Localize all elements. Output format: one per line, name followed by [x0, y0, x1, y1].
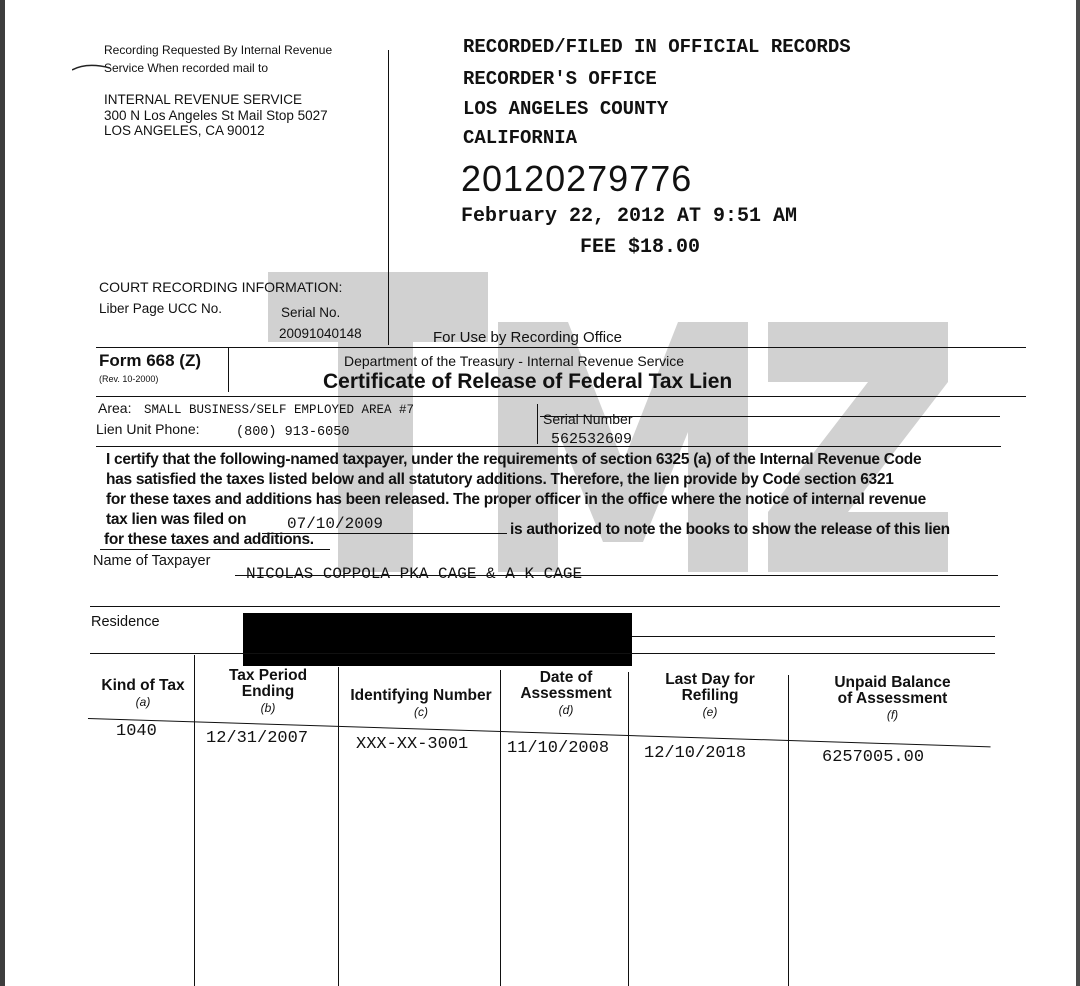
top-divider [388, 50, 389, 345]
lien-phone-value: (800) 913-6050 [236, 425, 350, 440]
header-line1: Date of [539, 669, 593, 686]
table-header-cell [790, 675, 995, 723]
residence-label: Residence [91, 614, 160, 630]
taxpayer-name: NICOLAS COPPOLA PKA CAGE & A K CAGE [246, 565, 583, 583]
lien-phone-label: Lien Unit Phone: [96, 421, 200, 437]
serial-number-value: 562532609 [551, 431, 633, 448]
recording-fee: FEE $18.00 [580, 236, 701, 259]
header-code: (c) [414, 705, 428, 719]
residence-redaction [243, 613, 632, 666]
header-line1: Unpaid Balance [834, 674, 951, 691]
recorded-line2: RECORDER'S OFFICE [463, 68, 657, 90]
header-line2: Refiling [681, 687, 739, 704]
court-serial-value: 20091040148 [279, 326, 362, 341]
requester-line1: Recording Requested By Internal Revenue [104, 43, 333, 57]
form-revision: (Rev. 10-2000) [99, 374, 159, 384]
header-code: (e) [702, 705, 718, 719]
serial-divider [537, 404, 538, 444]
residence-rule [632, 636, 995, 637]
area-rule [96, 446, 1001, 447]
table-cell: 12/10/2018 [644, 744, 747, 763]
table-cell: 11/10/2008 [507, 739, 610, 758]
lien-filed-date: 07/10/2009 [287, 515, 384, 533]
form-title: Certificate of Release of Federal Tax Lien [323, 370, 733, 393]
recorded-line3: LOS ANGELES COUNTY [463, 98, 669, 120]
department-label: Department of the Treasury - Internal Revenue Service [344, 353, 685, 369]
court-heading: COURT RECORDING INFORMATION: [99, 279, 343, 295]
court-serial-label: Serial No. [281, 305, 341, 320]
form-number: Form 668 (Z) [99, 351, 202, 370]
recording-datetime: February 22, 2012 AT 9:51 AM [461, 205, 798, 228]
table-top-rule [90, 653, 995, 654]
area-value: SMALL BUSINESS/SELF EMPLOYED AREA #7 [144, 403, 415, 417]
irs-address-name: INTERNAL REVENUE SERVICE [104, 92, 303, 107]
taxpayer-label: Name of Taxpayer [93, 553, 211, 569]
header-line1: Last Day for [665, 671, 755, 688]
pen-mark [72, 62, 112, 74]
certification-line4b: is authorized to note the books to show the release of this lien [510, 521, 950, 538]
certification-line2: has satisfied the taxes listed below and all statutory additions. Therefore, the lien provide by Code section 6321 [106, 471, 894, 488]
area-label: Area: [98, 400, 132, 416]
table-cell: 1040 [116, 722, 157, 741]
table-header-cell [90, 678, 196, 710]
irs-address-city: LOS ANGELES, CA 90012 [104, 123, 265, 138]
table-cell: XXX-XX-3001 [356, 735, 469, 754]
table-header-cell [340, 688, 502, 720]
area-rule-right [540, 416, 1000, 417]
table-column-divider [628, 672, 629, 986]
certification-underline [100, 549, 330, 550]
table-column-divider [788, 675, 789, 986]
certification-line5: for these taxes and additions. [104, 531, 314, 548]
form-title-rule [96, 396, 1026, 397]
recording-number: 20120279776 [461, 158, 693, 199]
scan-left-edge [0, 0, 5, 986]
header-code: (d) [558, 703, 574, 717]
recorded-line1: RECORDED/FILED IN OFFICIAL RECORDS [463, 36, 851, 58]
header-line1: Identifying Number [350, 687, 492, 704]
table-cell: 6257005.00 [822, 748, 925, 767]
header-line2: of Assessment [837, 690, 948, 707]
requester-line2: Service When recorded mail to [104, 61, 269, 75]
table-header-cell [196, 668, 340, 716]
form-top-rule [96, 347, 1026, 348]
certification-line3: for these taxes and additions has been released. The proper officer in the office where the notice of internal revenue [106, 491, 926, 508]
taxpayer-bottom-rule [90, 606, 1000, 607]
header-line1: Kind of Tax [101, 677, 185, 694]
header-code: (b) [260, 701, 276, 715]
recording-office-label: For Use by Recording Office [433, 329, 622, 346]
tmz-watermark [268, 262, 948, 592]
header-code: (f) [886, 708, 899, 722]
table-header-cell [502, 670, 630, 718]
table-header-cell [630, 672, 790, 720]
table-cell: 12/31/2007 [206, 729, 309, 748]
court-subhead: Liber Page UCC No. [99, 301, 223, 316]
certification-line1: I certify that the following-named taxpayer, under the requirements of section 6325 (a) of the Internal Revenue Code [106, 451, 922, 468]
header-code: (a) [135, 695, 151, 709]
certification-line4a: tax lien was filed on [106, 511, 247, 528]
scan-right-edge [1076, 0, 1080, 986]
header-line1: Tax Period [228, 667, 308, 684]
header-line2: Ending [241, 683, 295, 700]
form-number-divider [228, 347, 229, 392]
serial-number-label: Serial Number [543, 411, 633, 427]
header-line2: Assessment [520, 685, 612, 702]
irs-address-street: 300 N Los Angeles St Mail Stop 5027 [104, 108, 328, 123]
recorded-line4: CALIFORNIA [463, 127, 578, 149]
taxpayer-rule [235, 575, 998, 576]
